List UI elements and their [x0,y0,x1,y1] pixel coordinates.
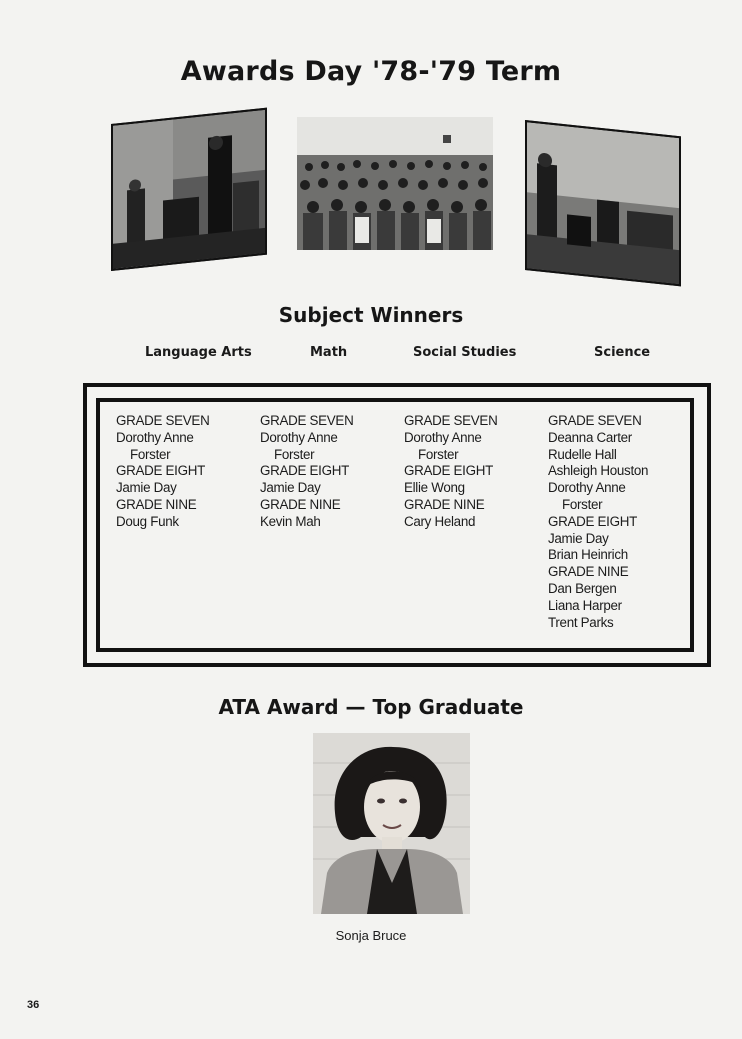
grade-label: GRADE EIGHT [116,463,205,479]
winner-name: Jamie Day [548,530,609,546]
winner-name: Kevin Mah [260,513,321,529]
winner-name: Dorothy Anne [260,429,338,445]
winners-list-science [548,413,648,631]
page-title: Awards Day '78-'79 Term [180,56,562,87]
winner-name: Liana Harper [548,597,622,613]
grade-label: GRADE NINE [116,496,197,512]
grade-label: GRADE SEVEN [404,413,498,428]
photo-ceremony-right [525,120,681,286]
portrait-caption: Sonja Bruce [335,928,407,943]
winner-name: Brian Heinrich [548,547,628,563]
winner-name-continued: Forster [418,446,459,462]
grade-label: GRADE EIGHT [260,463,349,479]
grade-label: GRADE NINE [404,496,485,512]
winner-name-continued: Forster [130,446,171,462]
winner-name-continued: Forster [562,496,603,512]
winner-name: Dorothy Anne [404,429,482,445]
winner-name: Jamie Day [116,480,177,496]
winners-list-math [260,413,353,531]
column-heading-math: Math [310,345,348,360]
photo-audience [297,117,493,250]
grade-label: GRADE NINE [260,496,341,512]
winner-name: Doug Funk [116,513,179,529]
portrait-photo [313,733,470,914]
grade-label: GRADE EIGHT [404,463,493,479]
winner-name: Rudelle Hall [548,446,617,462]
grade-label: GRADE SEVEN [116,413,210,428]
page-number: 36 [27,999,40,1011]
winner-name: Trent Parks [548,614,614,630]
winner-name: Dorothy Anne [548,480,626,496]
winner-name: Deanna Carter [548,429,632,445]
grade-label: GRADE SEVEN [548,413,642,428]
winner-name: Jamie Day [260,480,321,496]
winner-name: Dan Bergen [548,580,617,596]
grade-label: GRADE SEVEN [260,413,354,428]
winners-list-social-studies [404,413,497,531]
winner-name: Dorothy Anne [116,429,194,445]
winners-list-language-arts [116,413,209,531]
column-heading-science: Science [594,345,651,360]
winner-name: Ellie Wong [404,480,465,496]
column-heading-language-arts: Language Arts [145,345,252,360]
winner-name: Cary Heland [404,513,476,529]
grade-label: GRADE NINE [548,564,629,580]
column-heading-social-studies: Social Studies [413,345,517,360]
subject-winners-heading: Subject Winners [278,303,464,327]
grade-label: GRADE EIGHT [548,513,637,529]
winner-name-continued: Forster [274,446,315,462]
winner-name: Ashleigh Houston [548,463,649,479]
photo-ceremony-left [111,108,267,271]
ata-award-heading: ATA Award — Top Graduate [218,695,524,719]
